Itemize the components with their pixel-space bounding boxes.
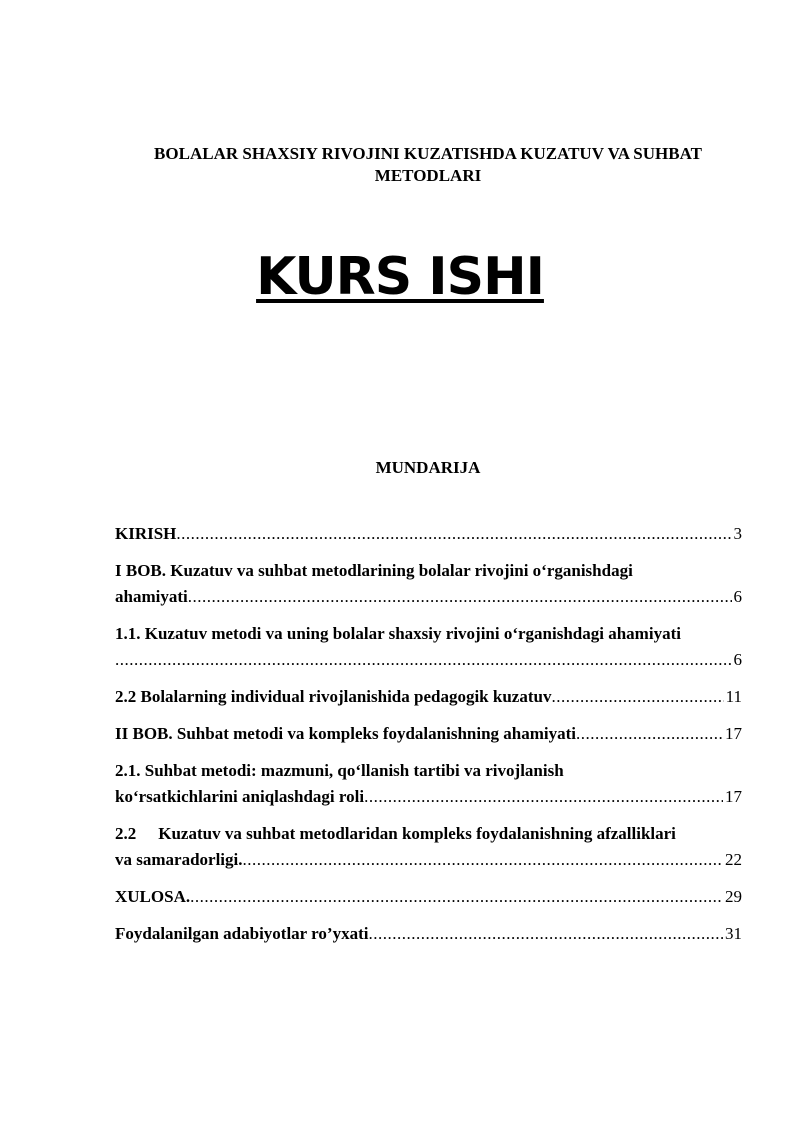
toc-entry-title: KIRISH: [115, 524, 177, 543]
toc-entry-title: va samaradorligi.: [115, 850, 243, 869]
toc-page-number: 11: [725, 687, 742, 706]
toc-leader-dots: [190, 884, 723, 910]
toc-entry-title: II BOB. Suhbat metodi va kompleks foydalanishning ahamiyati: [115, 724, 577, 743]
toc-page-number: 17: [725, 787, 742, 806]
toc-leader-dots: [115, 647, 732, 673]
toc-entry-title: 2.2 Bolalarning individual rivojlanishida pedagogik kuzatuv: [115, 687, 552, 706]
toc-leader-dots: [364, 784, 723, 810]
toc-entry-adabiyotlar[interactable]: [115, 921, 742, 947]
toc-entry-title: ko‘rsatkichlarini aniqlashdagi roli: [115, 787, 365, 806]
toc-entry-title-line: 1.1. Kuzatuv metodi va uning bolalar shaxsiy rivojini o‘rganishdagi ahamiyati: [115, 624, 681, 643]
kurs-ishi-heading: [0, 242, 800, 312]
toc-leader-dots: [368, 921, 723, 947]
title-line-1: BOLALAR SHAXSIY RIVOJINI KUZATISHDA KUZATUV VA SUHBAT: [154, 144, 702, 163]
toc-heading: MUNDARIJA: [375, 458, 481, 477]
toc-leader-dots: [176, 521, 731, 547]
toc-entry-number: 2.2: [115, 824, 137, 843]
toc-entry-title-line: Kuzatuv va suhbat metodlaridan kompleks foydalanishning afzalliklari: [158, 824, 676, 843]
toc-leader-dots: [576, 721, 723, 747]
toc-entry-xulosa[interactable]: [115, 884, 742, 910]
toc-leader-dots: [243, 847, 724, 873]
toc-entry-title: Foydalanilgan adabiyotlar ro’yxati: [115, 924, 369, 943]
title-line-2: METODLARI: [374, 166, 482, 185]
toc-page-number: 29: [725, 887, 742, 906]
table-of-contents: [115, 521, 742, 958]
toc-entry-title-line: 2.1. Suhbat metodi: mazmuni, qo‘llanish tartibi va rivojlanish: [115, 761, 564, 780]
toc-page-number: 6: [733, 650, 742, 669]
toc-entry-2-2-kompleks[interactable]: [115, 821, 742, 873]
toc-entry-title: ahamiyati: [115, 587, 188, 606]
toc-entry-title: XULOSA.: [115, 887, 191, 906]
toc-page-number: 6: [733, 587, 742, 606]
toc-page-number: 31: [725, 924, 742, 943]
toc-entry-title-line: I BOB. Kuzatuv va suhbat metodlarining bolalar rivojini o‘rganishdagi: [115, 561, 633, 580]
document-title: [100, 143, 756, 187]
toc-page-number: 3: [733, 524, 742, 543]
kurs-ishi-text: KURS ISHI: [256, 247, 544, 307]
toc-page-number: 22: [725, 850, 742, 869]
toc-entry-kirish[interactable]: [115, 521, 742, 547]
toc-leader-dots: [551, 684, 723, 710]
toc-entry-ii-bob[interactable]: [115, 721, 742, 747]
toc-page-number: 17: [725, 724, 742, 743]
toc-leader-dots: [188, 584, 732, 610]
toc-entry-i-bob[interactable]: [115, 558, 742, 610]
toc-entry-2-2-pedagogik[interactable]: [115, 684, 742, 710]
toc-entry-1-1[interactable]: [115, 621, 742, 673]
toc-entry-2-1[interactable]: [115, 758, 742, 810]
